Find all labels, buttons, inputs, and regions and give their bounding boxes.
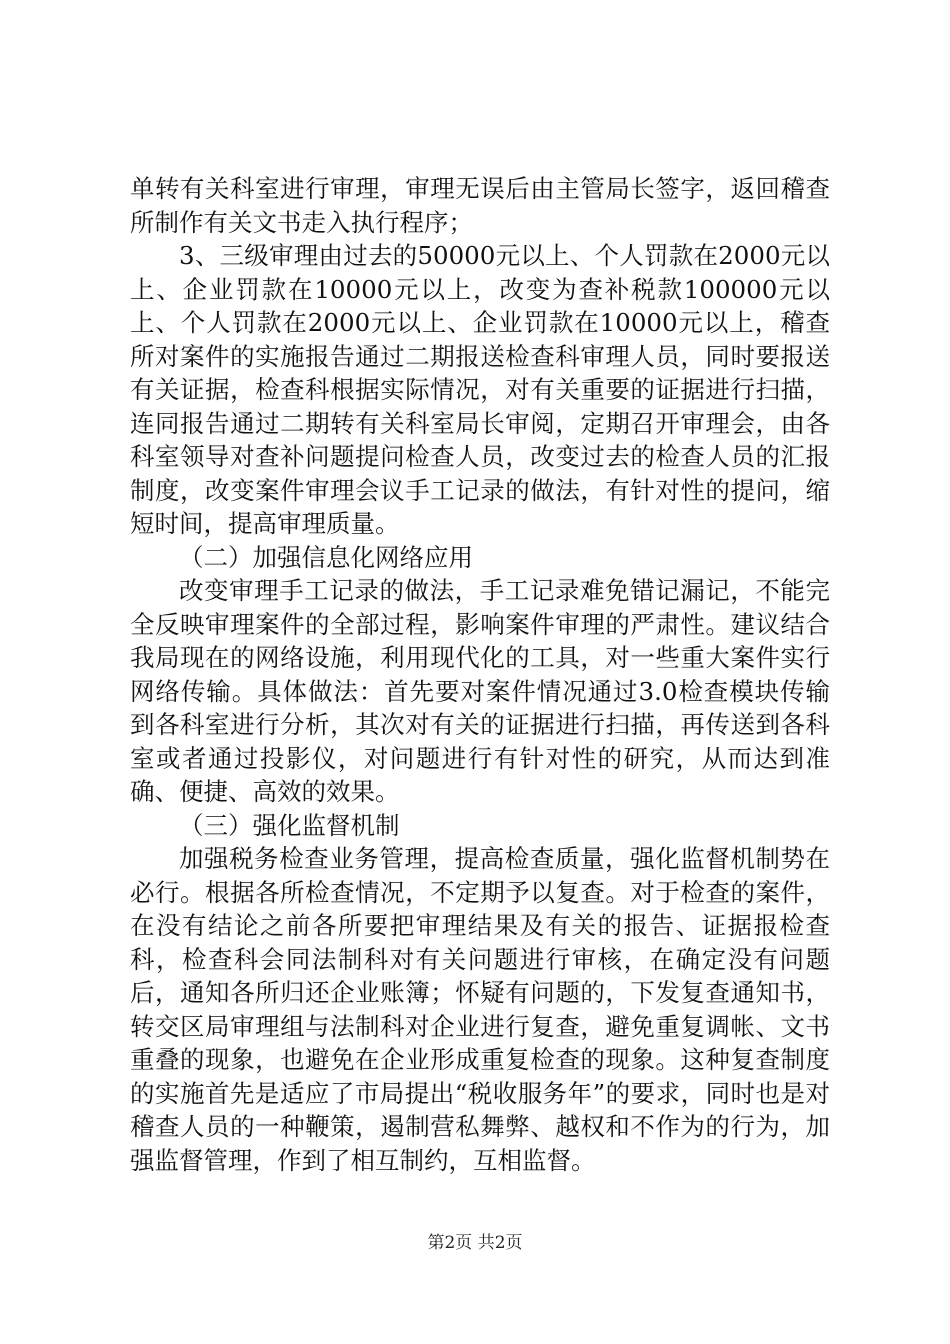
- section-heading-network: （二）加强信息化网络应用: [179, 542, 473, 572]
- paragraph-continuation: 单转有关科室进行审理，审理无误后由主管局长签字，返回稽查所制作有关文书走入执行程序；: [130, 174, 830, 237]
- paragraph-network-application: 改变审理手工记录的做法，手工记录难免错记漏记，不能完全反映审理案件的全部过程，影响案件审理的严肃性。建议结合我局现在的网络设施，利用现代化的工具，对一些重大案件实行网络传输。具体做法：首先要对案件情况通过3.0检查模块传输到各科室进行分析，其次对有关的证据进行扫描，再传送到各科室或者通过投影仪，对问题进行有针对性的研究，从而达到准确、便捷、高效的效果。: [130, 576, 830, 806]
- document-body: [130, 172, 830, 1177]
- page-number-total: 共2页: [477, 1233, 523, 1253]
- paragraph-third-level-review: 3、三级审理由过去的50000元以上、个人罚款在2000元以上、企业罚款在10000元以上，改变为查补税款100000元以上、个人罚款在2000元以上、企业罚款在10000元以上，稽查所对案件的实施报告通过二期报送检查科审理人员，同时要报送有关证据，检查科根据实际情况，对有关重要的证据进行扫描，连同报告通过二期转有关科室局长审阅，定期召开审理会，由各科室领导对查补问题提问检查人员，改变过去的检查人员的汇报制度，改变案件审理会议手工记录的做法，有针对性的提问，缩短时间，提高审理质量。: [130, 241, 830, 538]
- page-footer: [0, 1228, 950, 1253]
- page-number-current: 第2页: [427, 1233, 473, 1253]
- paragraph-supervision-mechanism: 加强税务检查业务管理，提高检查质量，强化监督机制势在必行。根据各所检查情况，不定期予以复查。对于检查的案件，在没有结论之前各所要把审理结果及有关的报告、证据报检查科，检查科会同法制科对有关问题进行审核，在确定没有问题后，通知各所归还企业账簿；怀疑有问题的，下发复查通知书，转交区局审理组与法制科对企业进行复查，避免重复调帐、文书重叠的现象，也避免在企业形成重复检查的现象。这种复查制度的实施首先是适应了市局提出“税收服务年”的要求，同时也是对稽查人员的一种鞭策，遏制营私舞弊、越权和不作为的行为，加强监督管理，作到了相互制约，互相监督。: [130, 844, 830, 1175]
- section-heading-supervision: （三）强化监督机制: [179, 810, 400, 840]
